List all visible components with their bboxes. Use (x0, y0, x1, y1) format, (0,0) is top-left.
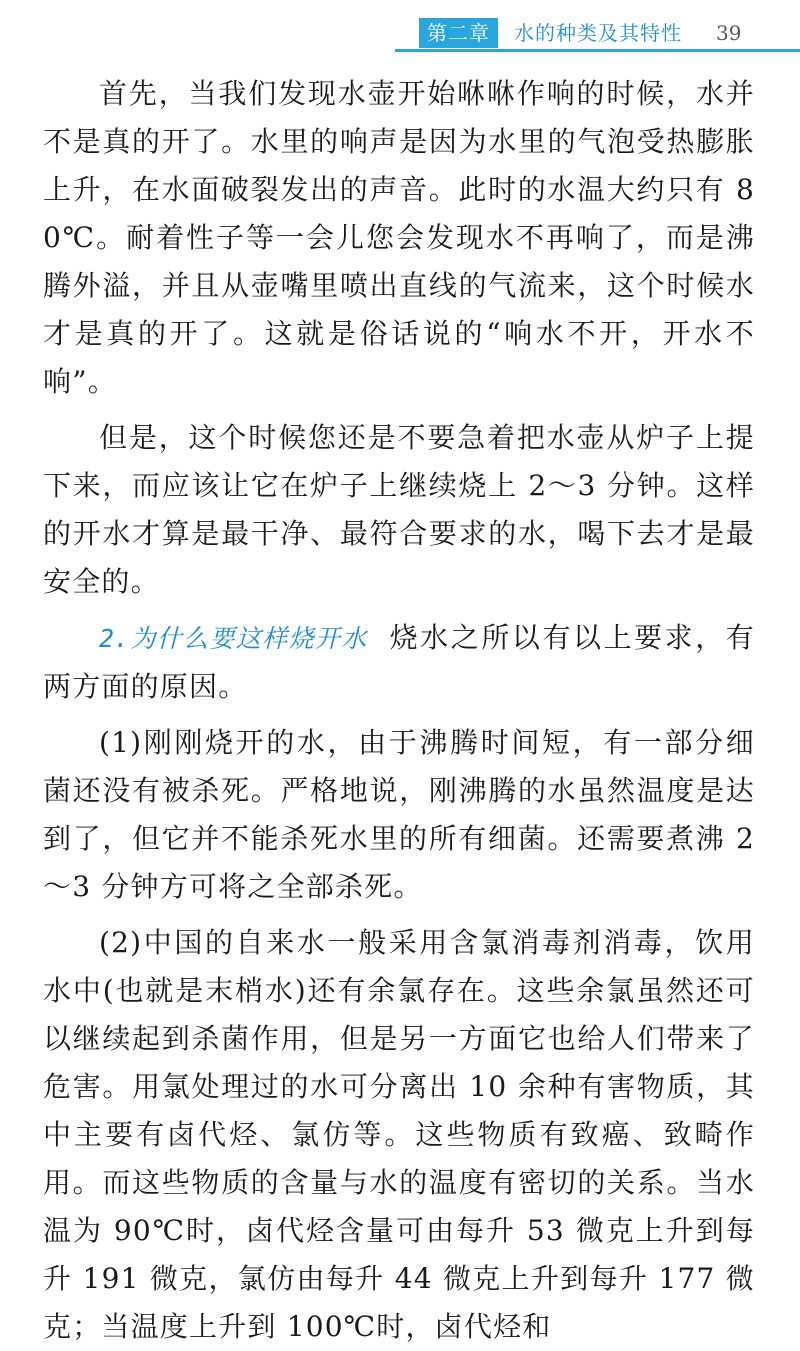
paragraph-3-text: 烧水之所以有以上要求，有两方面的原因。 (43, 621, 755, 703)
page-number: 39 (716, 21, 742, 45)
paragraph-3 (43, 614, 755, 711)
chapter-label: 第二章 (419, 18, 498, 48)
paragraph-4: (1)刚刚烧开的水，由于沸腾时间短，有一部分细菌还没有被杀死。严格地说，刚沸腾的水虽然温度是达到了，但它并不能杀死水里的所有细菌。还需要煮沸 2～3 分钟方可将之全部杀死。 (43, 726, 755, 903)
running-header (0, 14, 800, 54)
paragraph-5: (2)中国的自来水一般采用含氯消毒剂消毒，饮用水中(也就是末梢水)还有余氯存在。这些余氯虽然还可以继续起到杀菌作用，但是另一方面它也给人们带来了危害。用氯处理过的水可分离出 10 余种有害物质，其中主要有卤代烃、氯仿等。这些物质有致癌、致畸作用。而这些物质的含量与水的温度有密切的关系。当水温为 90℃时，卤代烃含量可由每升 53 微克上升到每升 191 微克，氯仿由每升 44 微克上升到每升 177 微克；当温度上升到 100℃时，卤代烃和 (43, 926, 755, 1343)
chapter-title: 水的种类及其特性 (514, 21, 682, 45)
header-rule (395, 49, 800, 52)
page-body (43, 70, 755, 1351)
section-heading: 2.为什么要这样烧开水 (99, 624, 368, 653)
paragraph-1: 首先，当我们发现水壶开始咻咻作响的时候，水并不是真的开了。水里的响声是因为水里的气泡受热膨胀上升，在水面破裂发出的声音。此时的水温大约只有 80℃。耐着性子等一会儿您会发现水不再响了，而是沸腾外溢，并且从壶嘴里喷出直线的气流来，这个时候水才是真的开了。这就是俗话说的“响水不开，开水不响”。 (43, 77, 755, 398)
paragraph-2: 但是，这个时候您还是不要急着把水壶从炉子上提下来，而应该让它在炉子上继续烧上 2～3 分钟。这样的开水才算是最干净、最符合要求的水，喝下去才是最安全的。 (43, 421, 755, 598)
